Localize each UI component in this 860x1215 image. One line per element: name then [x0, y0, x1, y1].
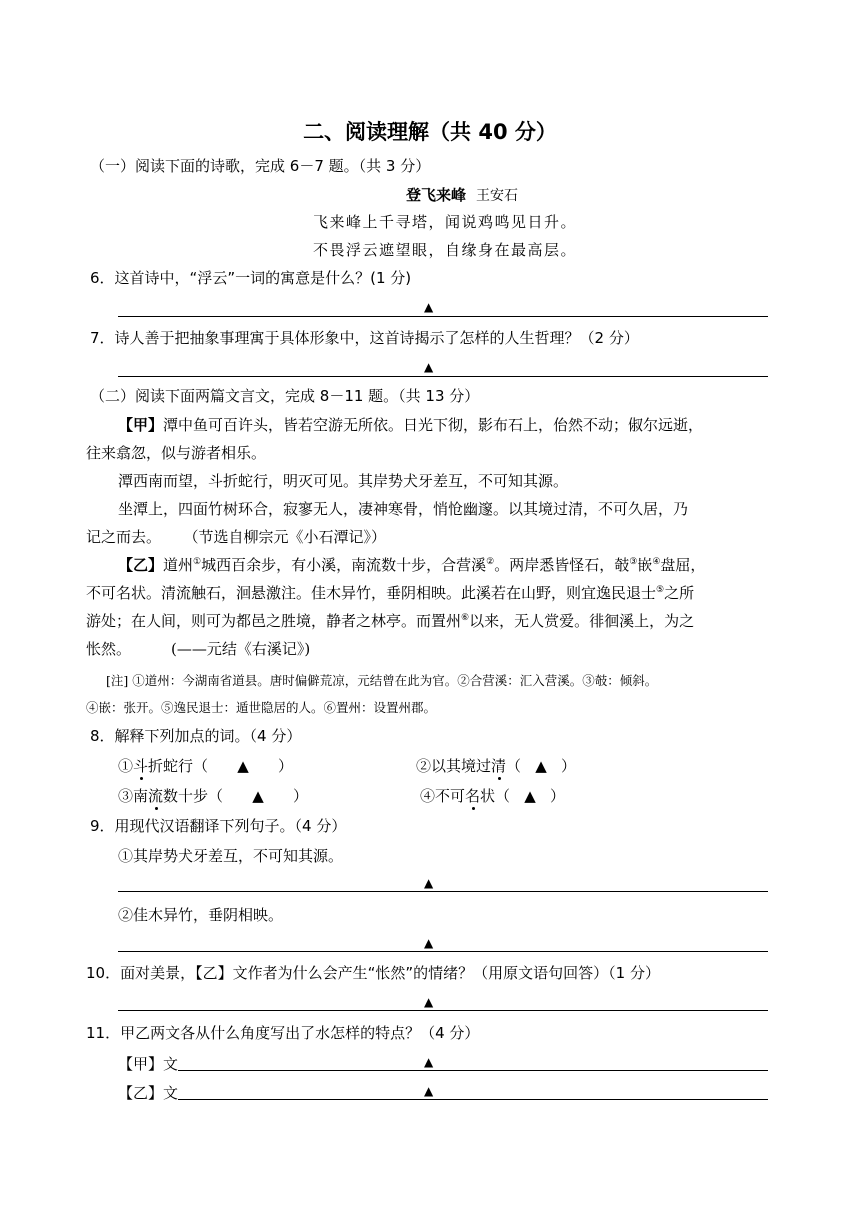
- answer-marker: ▲: [424, 360, 434, 374]
- part1-heading: （一）阅读下面的诗歌，完成 6－7 题。（共 3 分）: [90, 157, 431, 175]
- poem-line: 飞来峰上千寻塔，闻说鸡鸣见日升。: [313, 213, 578, 231]
- yi-tag: 【乙】: [118, 556, 164, 574]
- poem-title: 登飞来峰: [406, 186, 467, 204]
- answer-line-9-1[interactable]: [118, 891, 768, 892]
- jia-tag: 【甲】: [118, 416, 164, 434]
- dotted-word: 流: [148, 787, 164, 805]
- jia-source: （节选自柳宗元《小石潭记》）: [191, 528, 387, 546]
- dotted-word: 名: [465, 787, 481, 805]
- answer-marker: ▲: [424, 876, 434, 890]
- jia-paragraph-3: 坐潭上，四面竹树环合，寂寥无人，凄神寒骨，悄怆幽邃。以其境过清，不可久居，乃: [118, 500, 689, 518]
- q8-item-4: ④不可名状（ ▲ ）: [420, 787, 566, 805]
- answer-line-11-jia[interactable]: [178, 1070, 768, 1071]
- yi-source: (——元结《右溪记》): [171, 640, 311, 658]
- answer-line-10[interactable]: [118, 1010, 768, 1011]
- yi-paragraph-line-2: 不可名状。清流触石，洄悬激注。佳木异竹，垂阴相映。此溪若在山野，则宜逸民退士⑤之所: [86, 584, 695, 602]
- answer-line-7[interactable]: [118, 376, 768, 377]
- dotted-word: 斗: [133, 757, 149, 775]
- answer-line-11-yi[interactable]: [178, 1099, 768, 1100]
- answer-marker: ▲: [424, 1055, 434, 1069]
- poem-line: 不畏浮云遮望眼，自缘身在最高层。: [313, 241, 578, 259]
- answer-line-6[interactable]: [118, 316, 768, 317]
- yi-paragraph-line-3: 游处；在人间，则可为都邑之胜境，静者之林亭。而置州⑥以来，无人赏爱。徘徊溪上，为之: [86, 612, 695, 630]
- answer-marker: ▲: [424, 936, 434, 950]
- answer-marker: ▲: [424, 995, 434, 1009]
- answer-marker: ▲: [424, 300, 434, 314]
- jia-paragraph-2: 潭西南而望，斗折蛇行，明灭可见。其岸势犬牙差互，不可知其源。: [118, 472, 569, 490]
- q8-item-2: ②以其境过清（ ▲ ）: [416, 757, 577, 775]
- jia-paragraph-3-end: [86, 527, 386, 547]
- q9-sentence-1: ①其岸势犬牙差互，不可知其源。: [118, 847, 344, 865]
- question-11: 11．甲乙两文各从什么角度写出了水怎样的特点？（4 分）: [86, 1024, 480, 1042]
- part2-heading: （二）阅读下面两篇文言文，完成 8－11 题。（共 13 分）: [90, 387, 480, 405]
- answer-marker[interactable]: ▲: [535, 757, 547, 775]
- dotted-word: 清: [491, 757, 507, 775]
- jia-text: 记之而去。: [86, 528, 162, 546]
- jia-text: 往来翕忽，似与游者相乐。: [86, 444, 267, 462]
- answer-marker[interactable]: ▲: [237, 757, 249, 775]
- section-title: 二、阅读理解（共 40 分）: [303, 120, 557, 144]
- q8-item-3: ③南流数十步（ ▲ ）: [118, 787, 309, 805]
- question-9: 9．用现代汉语翻译下列句子。（4 分）: [90, 817, 347, 835]
- yi-paragraph-line-1: 【乙】道州①城西百余步，有小溪，南流数十步，合营溪②。两岸悉皆怪石，攲③嵌④盘屈，: [118, 556, 706, 574]
- poet-name: 王安石: [476, 188, 519, 204]
- question-6: 6．这首诗中，“浮云”一词的寓意是什么？(1 分): [90, 269, 412, 287]
- answer-marker[interactable]: ▲: [524, 787, 536, 805]
- q9-sentence-2: ②佳木异竹，垂阴相映。: [118, 906, 284, 924]
- q11-jia-label: 【甲】文: [118, 1055, 179, 1073]
- q8-item-1: ①斗折蛇行（ ▲ ）: [118, 757, 294, 775]
- question-7: 7．诗人善于把抽象事理寓于具体形象中，这首诗揭示了怎样的人生哲理？（2 分）: [90, 329, 639, 347]
- question-10: 10．面对美景，【乙】文作者为什么会产生“怅然”的情绪？（用原文语句回答）（1 分）: [86, 964, 660, 982]
- annotation-line-2: ④嵌：张开。⑤逸民退士：遁世隐居的人。⑥置州：设置州郡。: [86, 700, 437, 715]
- annotation-line-1: [注] ①道州：今湖南省道县。唐时偏僻荒凉，元结曾在此为官。②合营溪：汇入营溪。③攲：倾斜。: [106, 673, 658, 688]
- jia-paragraph-1: [118, 415, 703, 435]
- jia-text: 潭中鱼可百许头，皆若空游无所依。日光下彻，影布石上，佁然不动；俶尔远逝，: [163, 416, 704, 434]
- answer-marker: ▲: [424, 1084, 434, 1098]
- answer-line-9-2[interactable]: [118, 951, 768, 952]
- answer-marker[interactable]: ▲: [252, 787, 264, 805]
- question-8: 8．解释下列加点的词。（4 分）: [90, 727, 302, 745]
- poem-header: [406, 184, 518, 205]
- q11-yi-label: 【乙】文: [118, 1084, 179, 1102]
- yi-paragraph-line-4: 怅然。 (——元结《右溪记》): [86, 640, 311, 658]
